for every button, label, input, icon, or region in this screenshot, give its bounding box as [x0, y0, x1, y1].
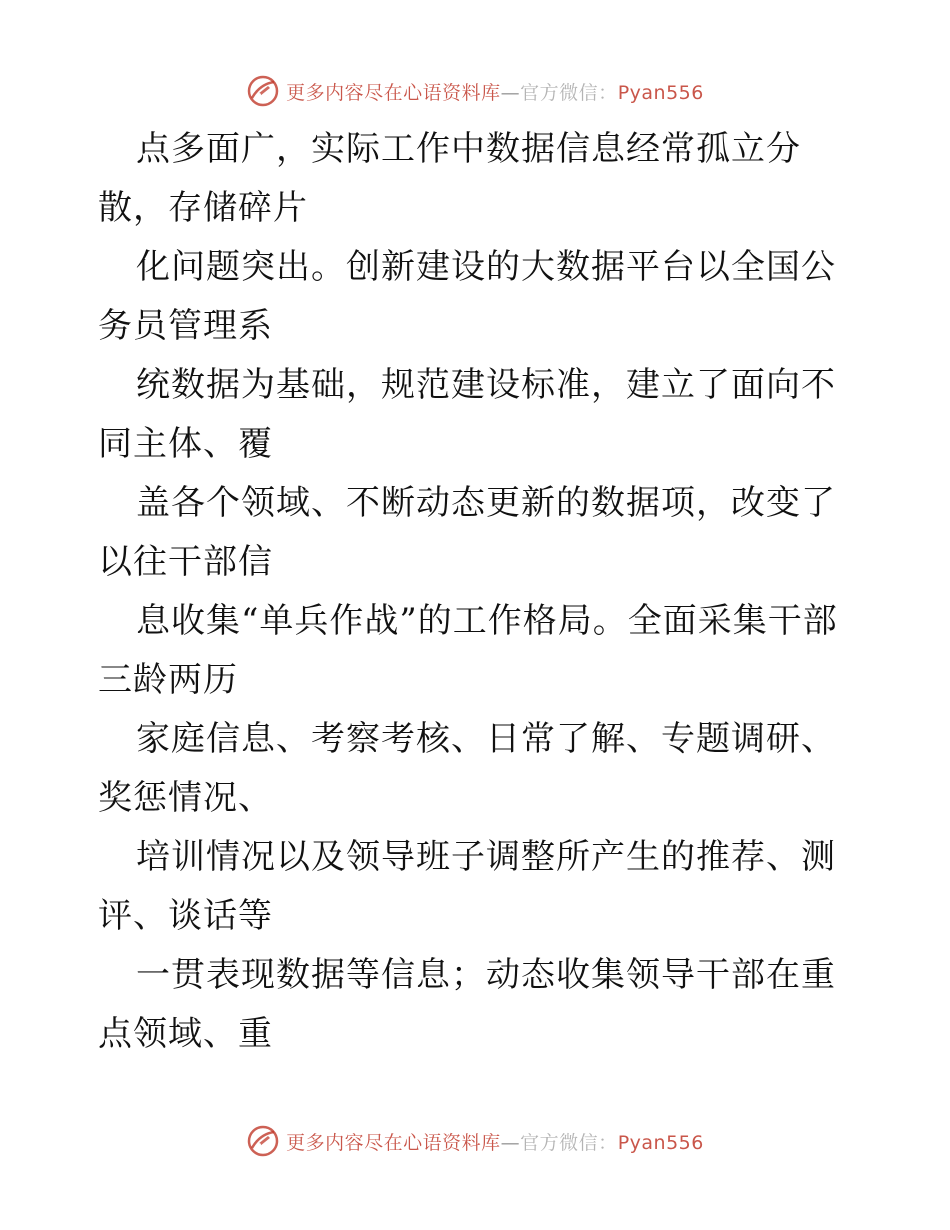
header-watermark-text: 更多内容尽在心语资料库—官方微信：Pyan556 — [286, 81, 704, 104]
footer-watermark — [0, 1122, 950, 1160]
paragraph: 息收集“单兵作战”的工作格局。全面采集干部三龄两历 — [98, 601, 838, 700]
paragraph: 家庭信息、考察考核、日常了解、专题调研、奖惩情况、 — [98, 719, 836, 818]
paragraph: 点多面广，实际工作中数据信息经常孤立分散，存储碎片 — [98, 129, 801, 228]
document-body — [98, 120, 858, 1064]
paragraph: 化问题突出。创新建设的大数据平台以全国公务员管理系 — [98, 247, 836, 346]
paragraph: 一贯表现数据等信息；动态收集领导干部在重点领域、重 — [98, 955, 836, 1054]
footer-watermark-text: 更多内容尽在心语资料库—官方微信：Pyan556 — [286, 1131, 704, 1154]
pen-logo-icon — [246, 1124, 280, 1158]
paragraph: 盖各个领域、不断动态更新的数据项，改变了以往干部信 — [98, 483, 836, 582]
paragraph: 统数据为基础，规范建设标准，建立了面向不同主体、覆 — [98, 365, 836, 464]
pen-logo-icon — [246, 74, 280, 108]
header-watermark — [0, 72, 950, 110]
paragraph: 培训情况以及领导班子调整所产生的推荐、测评、谈话等 — [98, 837, 836, 936]
